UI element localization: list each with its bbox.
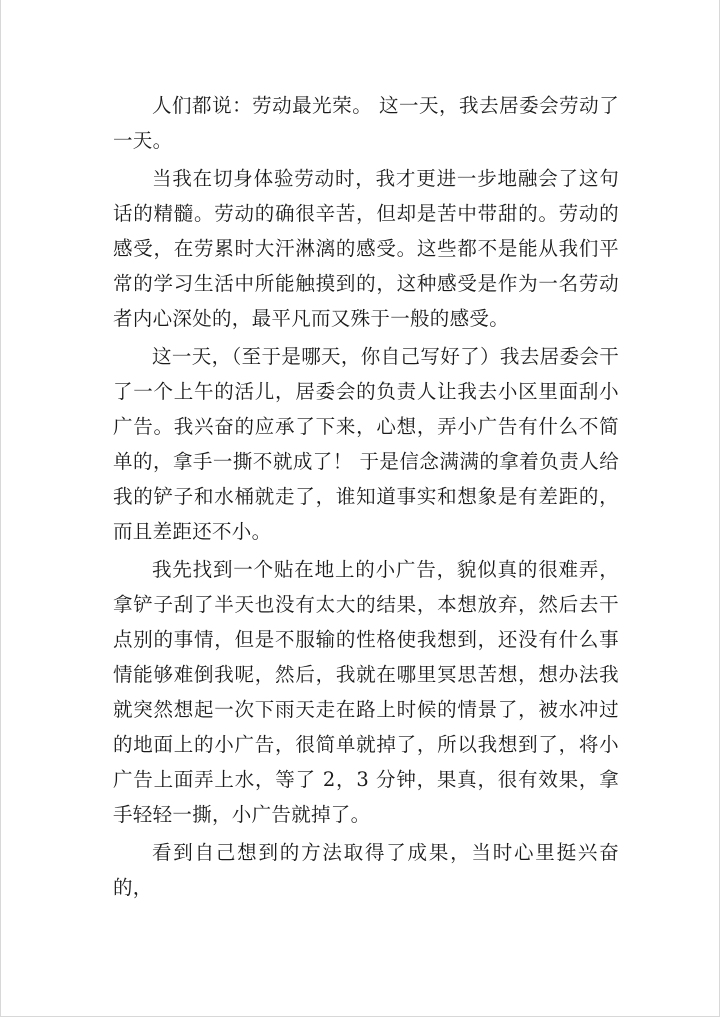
paragraph-result: 看到自己想到的方法取得了成果，当时心里挺兴奋的， xyxy=(113,841,619,899)
paragraph-first-ad: 我先找到一个贴在地上的小广告，貌似真的很难弄，拿铲子刮了半天也没有太大的结果，本想放弃，然后去干点别的事情，但是不服输的性格使我想到，还没有什么事情能够难倒我呢，然后，我就在哪里冥思苦想，想办法我就突然想起一次下雨天走在路上时候的情景了，被水冲过的地面上的小广告，很简单就掉了，所以我想到了，将小广告上面弄上水，等了 2，3 分钟，果真，很有效果，拿手轻轻一撕，小广告就掉了。 xyxy=(113,558,619,826)
paragraph-intro: 人们都说：劳动最光荣。 这一天，我去居委会劳动了一天。 xyxy=(113,94,619,152)
paragraph-that-day: 这一天，（至于是哪天，你自己写好了）我去居委会干了一个上午的活儿，居委会的负责人让我去小区里面刮小广告。我兴奋的应承了下来，心想，弄小广告有什么不简单的，拿手一撕不就成了！ 于是信念满满的拿着负责人给我的铲子和水桶就走了，谁知道事实和想象是有差距的，而且差距还不小。 xyxy=(113,345,619,543)
document-body xyxy=(113,88,619,905)
paragraph-labor-feeling: 当我在切身体验劳动时，我才更进一步地融会了这句话的精髓。劳动的确很辛苦，但却是苦中带甜的。劳动的感受，在劳累时大汗淋漓的感受。这些都不是能从我们平常的学习生活中所能触摸到的，这种感受是作为一名劳动者内心深处的，最平凡而又殊于一般的感受。 xyxy=(113,167,619,330)
